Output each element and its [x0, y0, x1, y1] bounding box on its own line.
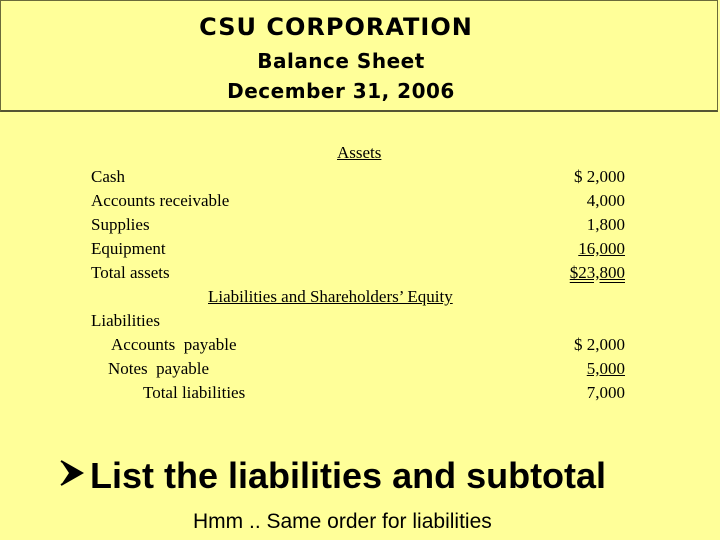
liabilities-section-label: Liabilities [91, 311, 160, 330]
liability-label-accounts-payable: Accounts payable [111, 335, 237, 354]
bullet-point [58, 455, 606, 497]
liability-value-notes-payable: 5,000 [586, 359, 625, 378]
asset-label-cash: Cash [91, 167, 125, 186]
arrow-bullet-icon [58, 455, 90, 497]
asset-value-total: $23,800 [569, 263, 625, 282]
bullet-text: List the liabilities and subtotal [90, 455, 607, 496]
statement-date: December 31, 2006 [227, 79, 455, 103]
liability-label-notes-payable: Notes payable [108, 359, 210, 378]
liabilities-heading: Liabilities and Shareholders’ Equity [208, 287, 453, 306]
asset-value-supplies: 1,800 [586, 215, 625, 234]
slide-header [0, 0, 718, 112]
liability-value-total: 7,000 [586, 383, 625, 402]
asset-value-equipment: 16,000 [578, 239, 625, 258]
asset-value-cash: $ 2,000 [574, 167, 625, 186]
statement-title: Balance Sheet [257, 49, 425, 73]
liability-label-total: Total liabilities [143, 383, 246, 402]
company-name: CSU CORPORATION [199, 13, 473, 41]
speaker-note: Hmm .. Same order for liabilities [193, 510, 492, 533]
assets-heading: Assets [337, 143, 382, 162]
asset-value-accounts-receivable: 4,000 [586, 191, 625, 210]
asset-label-total: Total assets [91, 263, 170, 282]
asset-label-supplies: Supplies [91, 215, 150, 234]
liability-value-accounts-payable: $ 2,000 [574, 335, 625, 354]
asset-label-equipment: Equipment [91, 239, 166, 258]
asset-label-accounts-receivable: Accounts receivable [91, 191, 230, 210]
